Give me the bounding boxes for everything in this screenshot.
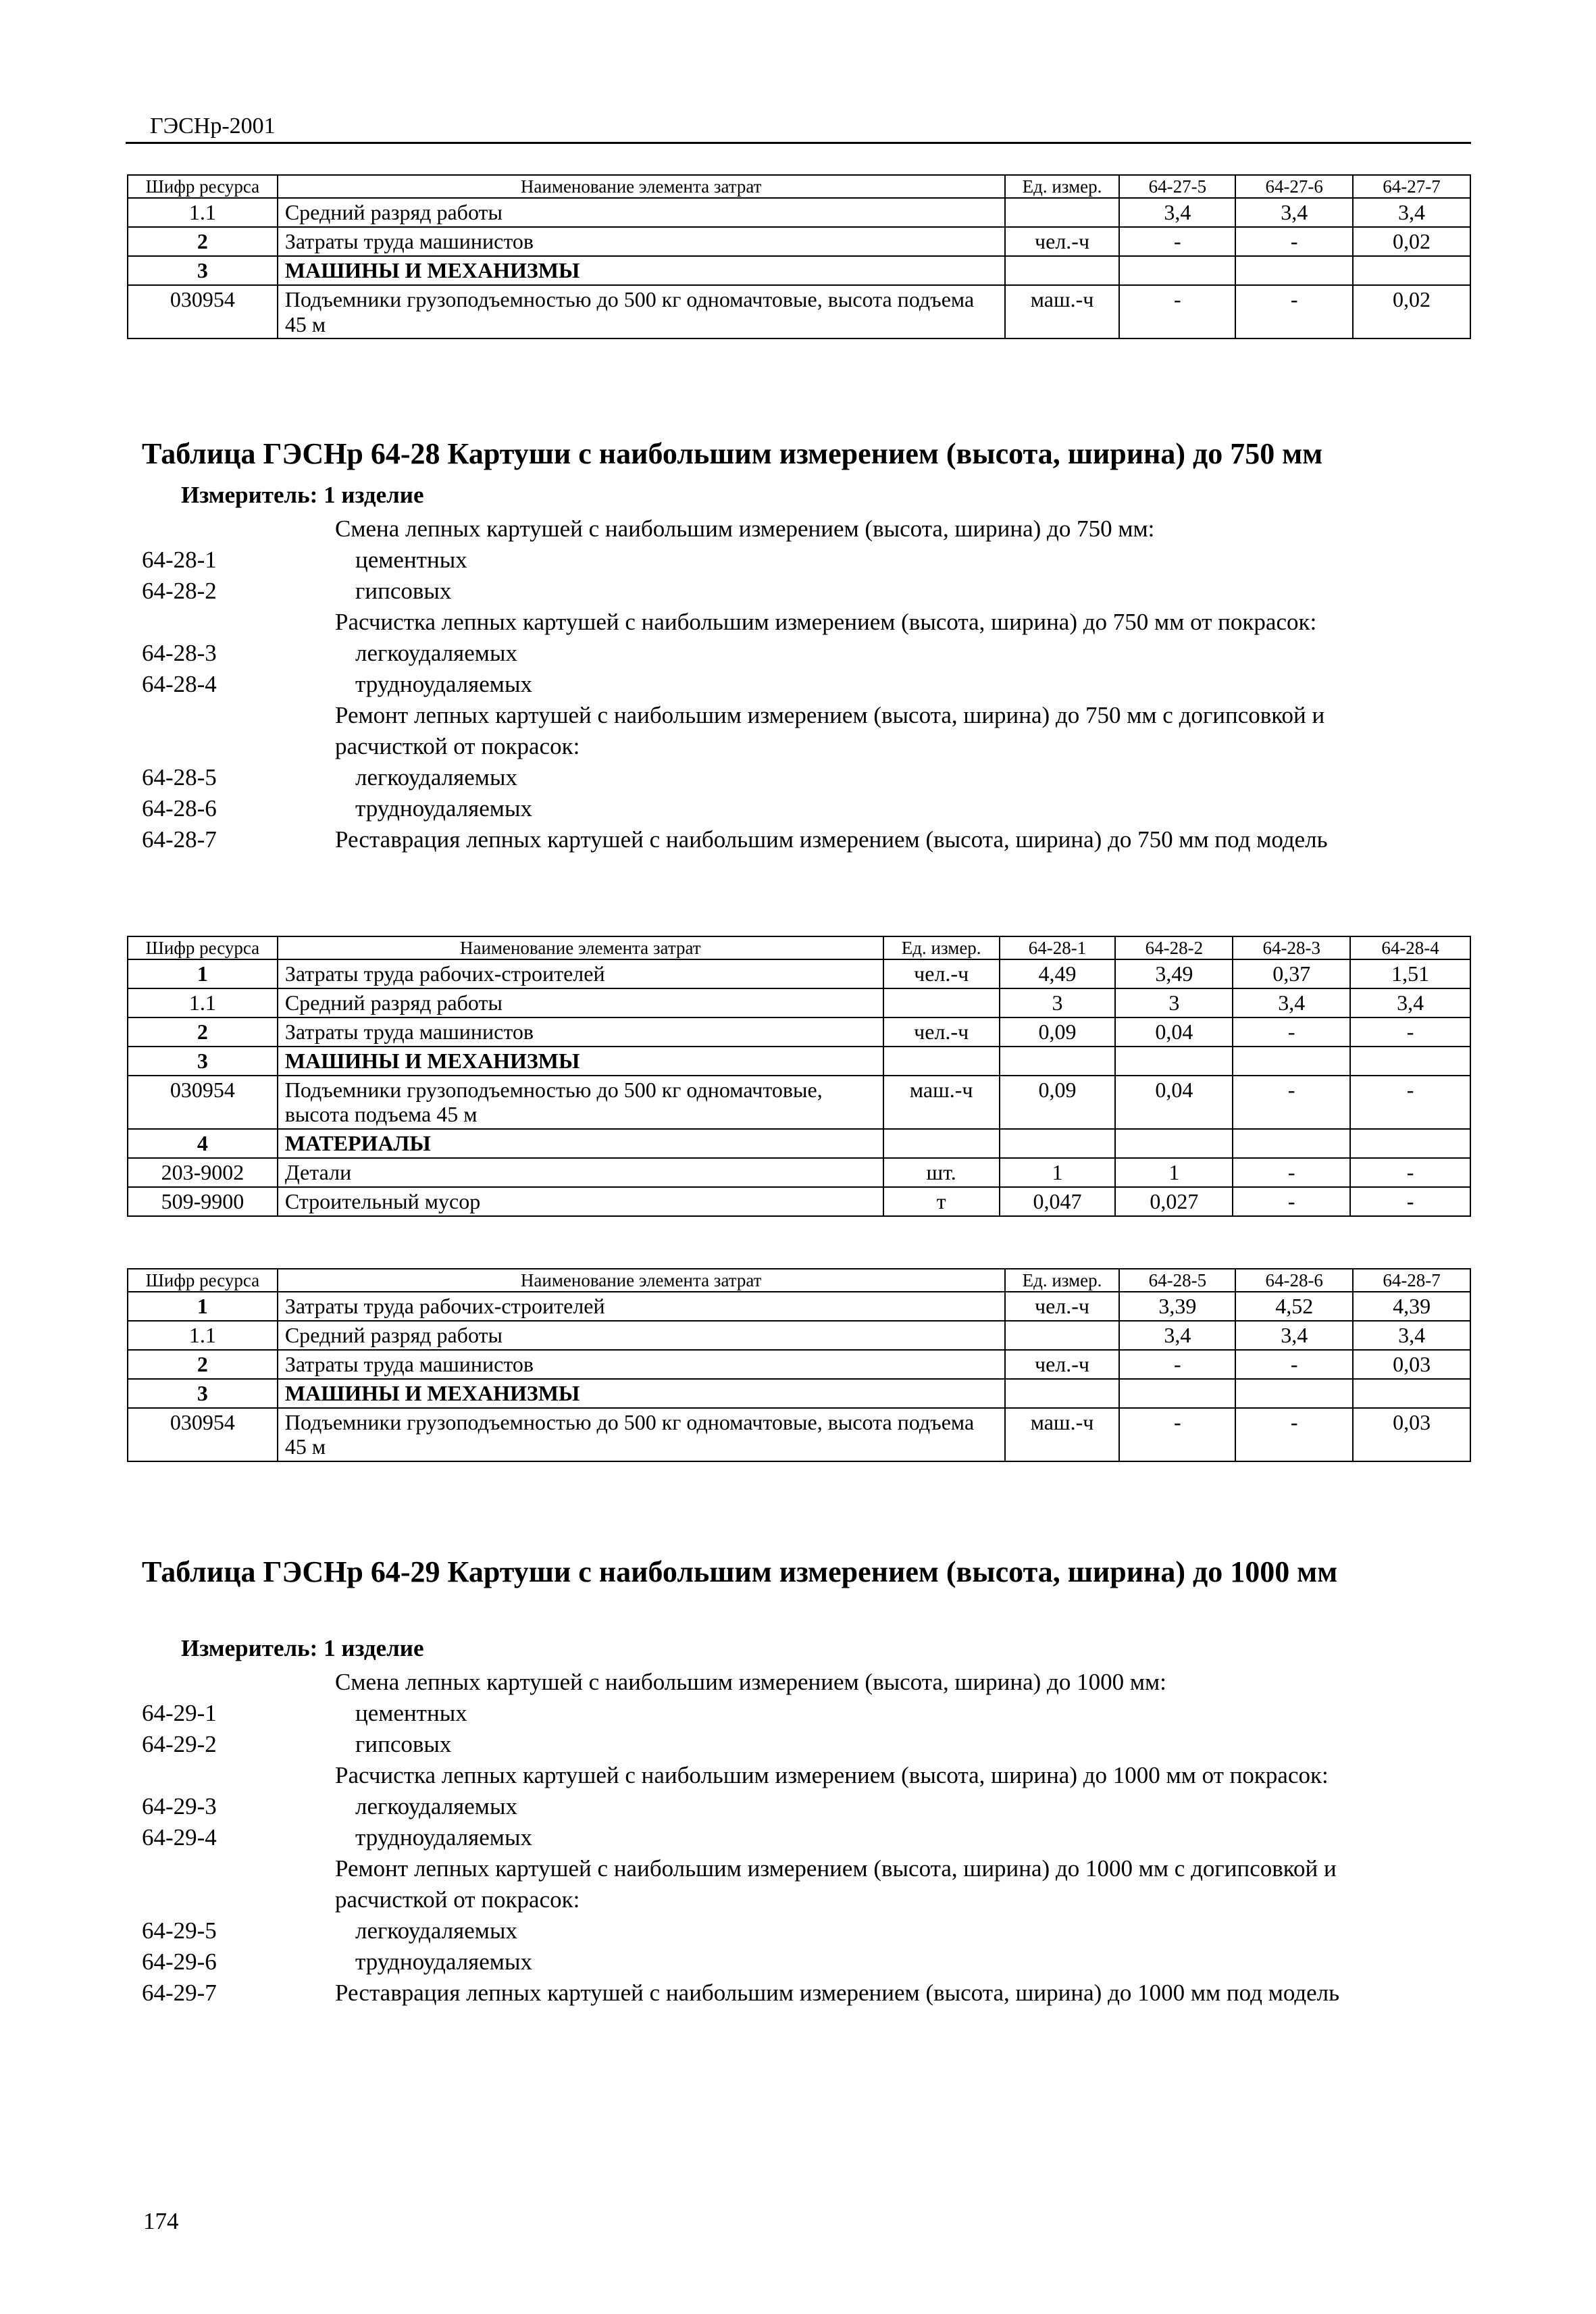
value-cell: -	[1119, 227, 1235, 256]
column-header: Ед. измер.	[1005, 1269, 1120, 1292]
work-code	[142, 1667, 335, 1698]
work-code: 64-28-7	[142, 826, 217, 853]
table-row	[128, 256, 1470, 285]
value-cell: -	[1235, 1408, 1353, 1462]
value-cell: -	[1233, 1076, 1350, 1130]
value-cell: -	[1235, 285, 1353, 339]
resource-code-cell: 509-9900	[128, 1187, 278, 1216]
cost-element-cell: Строительный мусор	[278, 1187, 883, 1216]
value-cell	[1353, 1379, 1470, 1408]
value-cell: 1	[1000, 1158, 1116, 1187]
value-cell: 3	[1115, 988, 1233, 1017]
work-item	[142, 1667, 1412, 1698]
resource-code-cell: 030954	[128, 1408, 278, 1462]
work-code: 64-28-5	[142, 764, 217, 790]
work-code: 64-28-4	[142, 671, 217, 697]
cost-element-cell: Подъемники грузоподъемностью до 500 кг одномачтовые, высота подъема 45 м	[278, 1408, 1005, 1462]
resource-code-cell: 1	[128, 1292, 278, 1321]
cost-element-cell: Затраты труда машинистов	[278, 1017, 883, 1047]
value-cell: 3,39	[1119, 1292, 1235, 1321]
value-cell: -	[1350, 1187, 1470, 1216]
value-cell: 3,4	[1119, 198, 1235, 227]
work-item	[142, 669, 1412, 700]
value-cell: 3,4	[1233, 988, 1350, 1017]
work-list-64-29	[142, 1667, 1412, 2009]
work-description: Ремонт лепных картушей с наибольшим измерением (высота, ширина) до 750 мм с догипсовкой и расчисткой от покрасок:	[335, 702, 1325, 759]
value-cell: -	[1233, 1187, 1350, 1216]
table-row	[128, 1321, 1470, 1350]
value-cell: -	[1119, 1350, 1235, 1379]
unit-cell	[883, 988, 1000, 1017]
table-row	[128, 988, 1470, 1017]
value-cell	[1235, 256, 1353, 285]
work-item	[142, 1946, 1412, 1978]
work-description: трудноудаляемых	[355, 1948, 532, 1975]
column-header: Ед. измер.	[883, 936, 1000, 959]
cost-element-cell: МАШИНЫ И МЕХАНИЗМЫ	[278, 1379, 1005, 1408]
value-cell	[1115, 1129, 1233, 1158]
table-row	[128, 1379, 1470, 1408]
unit-cell: маш.-ч	[1005, 285, 1120, 339]
work-item	[142, 638, 1412, 669]
work-description: трудноудаляемых	[355, 1824, 532, 1851]
work-code: 64-28-3	[142, 640, 217, 666]
unit-cell: чел.-ч	[883, 959, 1000, 988]
work-item	[142, 1915, 1412, 1946]
unit-cell	[1005, 1321, 1120, 1350]
cost-element-cell: Средний разряд работы	[278, 988, 883, 1017]
value-cell: -	[1119, 285, 1235, 339]
resource-code-cell: 2	[128, 227, 278, 256]
table-row	[128, 198, 1470, 227]
unit-cell	[1005, 256, 1120, 285]
work-description: Ремонт лепных картушей с наибольшим измерением (высота, ширина) до 1000 мм с догипсовкой и расчисткой от покрасок:	[335, 1855, 1337, 1913]
table-header-row	[128, 1269, 1470, 1292]
value-cell: 0,09	[1000, 1017, 1116, 1047]
table-body	[128, 1269, 1470, 1461]
work-code	[142, 700, 335, 762]
work-item	[142, 1729, 1412, 1760]
work-item	[142, 762, 1412, 793]
column-header: 64-28-7	[1353, 1269, 1470, 1292]
value-cell	[1000, 1129, 1116, 1158]
unit-cell	[883, 1047, 1000, 1076]
unit-cell: чел.-ч	[1005, 1292, 1120, 1321]
value-cell: -	[1350, 1076, 1470, 1130]
value-cell: 0,37	[1233, 959, 1350, 988]
column-header: Наименование элемента затрат	[278, 936, 883, 959]
work-code	[142, 607, 335, 638]
value-cell	[1350, 1047, 1470, 1076]
column-header: 64-28-3	[1233, 936, 1350, 959]
value-cell: 1,51	[1350, 959, 1470, 988]
cost-element-cell: Затраты труда рабочих-строителей	[278, 1292, 1005, 1321]
value-cell: -	[1235, 227, 1353, 256]
column-header: 64-28-2	[1115, 936, 1233, 959]
value-cell	[1119, 256, 1235, 285]
work-description: Реставрация лепных картушей с наибольшим измерением (высота, ширина) до 1000 мм под модель	[335, 1980, 1340, 2006]
value-cell: 3,4	[1235, 198, 1353, 227]
value-cell: 4,49	[1000, 959, 1116, 988]
cost-element-cell: МАШИНЫ И МЕХАНИЗМЫ	[278, 256, 1005, 285]
measure-label-64-28: Измеритель: 1 изделие	[181, 482, 424, 508]
resource-code-cell: 3	[128, 1379, 278, 1408]
work-list-64-28	[142, 513, 1412, 855]
value-cell: 3,4	[1119, 1321, 1235, 1350]
value-cell: 3,4	[1353, 1321, 1470, 1350]
resource-table-64-28-b	[127, 1268, 1471, 1462]
value-cell: -	[1235, 1350, 1353, 1379]
work-description: легкоудаляемых	[355, 1917, 517, 1944]
header-rule	[126, 142, 1471, 144]
work-code: 64-29-6	[142, 1948, 217, 1975]
table-row	[128, 959, 1470, 988]
value-cell	[1235, 1379, 1353, 1408]
resource-code-cell: 3	[128, 1047, 278, 1076]
running-header: ГЭСНр-2001	[150, 114, 276, 139]
value-cell: 3	[1000, 988, 1116, 1017]
table-row	[128, 1187, 1470, 1216]
work-code: 64-29-1	[142, 1700, 217, 1726]
value-cell	[1350, 1129, 1470, 1158]
cost-element-cell: Подъемники грузоподъемностью до 500 кг одномачтовые, высота подъема 45 м	[278, 1076, 883, 1130]
work-code: 64-28-6	[142, 795, 217, 822]
value-cell: 0,02	[1353, 285, 1470, 339]
value-cell: 0,09	[1000, 1076, 1116, 1130]
cost-element-cell: Подъемники грузоподъемностью до 500 кг одномачтовые, высота подъема 45 м	[278, 285, 1005, 339]
value-cell: 0,027	[1115, 1187, 1233, 1216]
work-item	[142, 1853, 1412, 1915]
work-description: легкоудаляемых	[355, 640, 517, 666]
work-code: 64-29-3	[142, 1793, 217, 1819]
value-cell: -	[1233, 1158, 1350, 1187]
table-header-row	[128, 936, 1470, 959]
work-item	[142, 824, 1412, 855]
work-description: гипсовых	[355, 578, 452, 604]
table-row	[128, 1292, 1470, 1321]
value-cell	[1233, 1129, 1350, 1158]
column-header: 64-28-6	[1235, 1269, 1353, 1292]
work-item	[142, 1698, 1412, 1729]
cost-element-cell: МАШИНЫ И МЕХАНИЗМЫ	[278, 1047, 883, 1076]
work-item	[142, 545, 1412, 576]
table-header-row	[128, 175, 1470, 198]
column-header: Шифр ресурса	[128, 175, 278, 198]
resource-table-64-27	[127, 174, 1471, 339]
column-header: Наименование элемента затрат	[278, 1269, 1005, 1292]
work-description: Реставрация лепных картушей с наибольшим измерением (высота, ширина) до 750 мм под модель	[335, 826, 1328, 853]
unit-cell	[883, 1129, 1000, 1158]
value-cell: -	[1119, 1408, 1235, 1462]
page-number: 174	[143, 2208, 179, 2234]
work-code	[142, 1853, 335, 1915]
table-title-64-28: Таблица ГЭСНр 64-28 Картуши с наибольшим измерением (высота, ширина) до 750 мм	[142, 437, 1323, 470]
resource-code-cell: 1	[128, 959, 278, 988]
value-cell: 0,03	[1353, 1408, 1470, 1462]
column-header: Шифр ресурса	[128, 1269, 278, 1292]
work-item	[142, 1760, 1412, 1791]
work-description: Смена лепных картушей с наибольшим измерением (высота, ширина) до 1000 мм:	[335, 1669, 1166, 1695]
table-row	[128, 1076, 1470, 1130]
resource-code-cell: 203-9002	[128, 1158, 278, 1187]
resource-code-cell: 030954	[128, 285, 278, 339]
resource-code-cell: 1.1	[128, 988, 278, 1017]
column-header: Наименование элемента затрат	[278, 175, 1005, 198]
cost-element-cell: МАТЕРИАЛЫ	[278, 1129, 883, 1158]
work-item	[142, 1822, 1412, 1853]
table-row	[128, 227, 1470, 256]
table-title-64-29: Таблица ГЭСНр 64-29 Картуши с наибольшим измерением (высота, ширина) до 1000 мм	[142, 1555, 1338, 1588]
work-item	[142, 1791, 1412, 1822]
cost-element-cell: Затраты труда рабочих-строителей	[278, 959, 883, 988]
work-item	[142, 793, 1412, 824]
resource-table-64-28-a	[127, 936, 1471, 1217]
value-cell: 3,49	[1115, 959, 1233, 988]
column-header: 64-28-4	[1350, 936, 1470, 959]
table-body	[128, 175, 1470, 338]
resource-code-cell: 1.1	[128, 1321, 278, 1350]
resource-code-cell: 4	[128, 1129, 278, 1158]
table-row	[128, 1129, 1470, 1158]
resource-code-cell: 2	[128, 1350, 278, 1379]
table-body	[128, 936, 1470, 1216]
column-header: 64-28-1	[1000, 936, 1116, 959]
value-cell	[1115, 1047, 1233, 1076]
work-code	[142, 1760, 335, 1791]
table-row	[128, 1408, 1470, 1462]
work-description: трудноудаляемых	[355, 795, 532, 822]
value-cell	[1353, 256, 1470, 285]
value-cell: 3,4	[1235, 1321, 1353, 1350]
column-header: 64-27-7	[1353, 175, 1470, 198]
column-header: 64-27-5	[1119, 175, 1235, 198]
value-cell: 1	[1115, 1158, 1233, 1187]
work-description: Смена лепных картушей с наибольшим измерением (высота, ширина) до 750 мм:	[335, 515, 1155, 542]
value-cell: 0,04	[1115, 1017, 1233, 1047]
work-item	[142, 576, 1412, 607]
unit-cell: чел.-ч	[1005, 1350, 1120, 1379]
resource-code-cell: 1.1	[128, 198, 278, 227]
work-item	[142, 700, 1412, 762]
cost-element-cell: Затраты труда машинистов	[278, 227, 1005, 256]
value-cell: 3,4	[1350, 988, 1470, 1017]
table-row	[128, 1017, 1470, 1047]
work-code	[142, 513, 335, 545]
value-cell	[1233, 1047, 1350, 1076]
cost-element-cell: Затраты труда машинистов	[278, 1350, 1005, 1379]
work-item	[142, 1978, 1412, 2009]
column-header: 64-27-6	[1235, 175, 1353, 198]
value-cell: 3,4	[1353, 198, 1470, 227]
unit-cell: чел.-ч	[883, 1017, 1000, 1047]
cost-element-cell: Средний разряд работы	[278, 1321, 1005, 1350]
work-code: 64-29-2	[142, 1731, 217, 1757]
unit-cell	[1005, 198, 1120, 227]
work-code: 64-29-5	[142, 1917, 217, 1944]
value-cell: 0,047	[1000, 1187, 1116, 1216]
value-cell: -	[1350, 1158, 1470, 1187]
unit-cell: маш.-ч	[883, 1076, 1000, 1130]
value-cell: 4,39	[1353, 1292, 1470, 1321]
table-row	[128, 285, 1470, 339]
work-code: 64-29-7	[142, 1980, 217, 2006]
work-description: цементных	[355, 547, 467, 573]
work-item	[142, 607, 1412, 638]
work-code: 64-29-4	[142, 1824, 217, 1851]
resource-code-cell: 2	[128, 1017, 278, 1047]
column-header: Шифр ресурса	[128, 936, 278, 959]
value-cell	[1000, 1047, 1116, 1076]
work-code: 64-28-2	[142, 578, 217, 604]
work-description: Расчистка лепных картушей с наибольшим измерением (высота, ширина) до 750 мм от покрасок:	[335, 609, 1317, 635]
value-cell: -	[1233, 1017, 1350, 1047]
measure-label-64-29: Измеритель: 1 изделие	[181, 1635, 424, 1661]
table-row	[128, 1350, 1470, 1379]
value-cell: 0,02	[1353, 227, 1470, 256]
work-description: Расчистка лепных картушей с наибольшим измерением (высота, ширина) до 1000 мм от покрасок:	[335, 1762, 1329, 1788]
work-code: 64-28-1	[142, 547, 217, 573]
table-row	[128, 1047, 1470, 1076]
work-description: легкоудаляемых	[355, 764, 517, 790]
column-header: 64-28-5	[1119, 1269, 1235, 1292]
value-cell: 4,52	[1235, 1292, 1353, 1321]
resource-code-cell: 030954	[128, 1076, 278, 1130]
work-description: легкоудаляемых	[355, 1793, 517, 1819]
value-cell	[1119, 1379, 1235, 1408]
unit-cell: т	[883, 1187, 1000, 1216]
table-row	[128, 1158, 1470, 1187]
value-cell: -	[1350, 1017, 1470, 1047]
value-cell: 0,04	[1115, 1076, 1233, 1130]
work-description: цементных	[355, 1700, 467, 1726]
unit-cell: маш.-ч	[1005, 1408, 1120, 1462]
cost-element-cell: Средний разряд работы	[278, 198, 1005, 227]
value-cell: 0,03	[1353, 1350, 1470, 1379]
column-header: Ед. измер.	[1005, 175, 1120, 198]
work-description: гипсовых	[355, 1731, 452, 1757]
unit-cell: чел.-ч	[1005, 227, 1120, 256]
cost-element-cell: Детали	[278, 1158, 883, 1187]
work-item	[142, 513, 1412, 545]
unit-cell: шт.	[883, 1158, 1000, 1187]
work-description: трудноудаляемых	[355, 671, 532, 697]
unit-cell	[1005, 1379, 1120, 1408]
resource-code-cell: 3	[128, 256, 278, 285]
